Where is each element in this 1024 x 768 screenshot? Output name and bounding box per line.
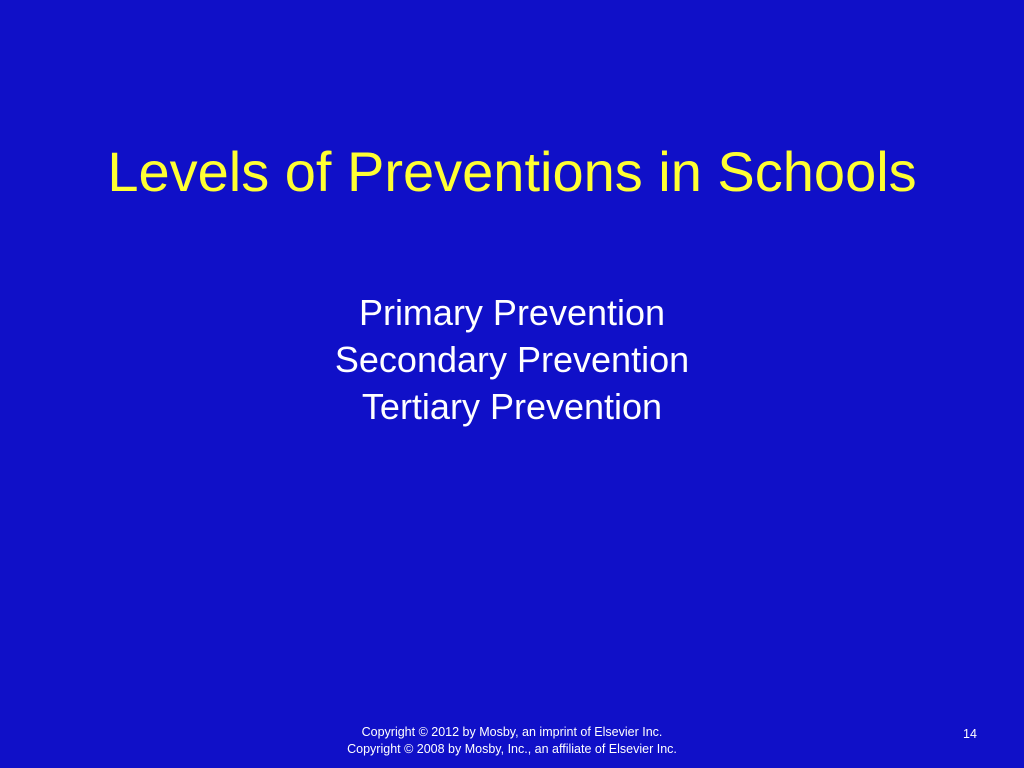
list-item-primary-prevention: Primary Prevention bbox=[358, 292, 666, 333]
prevention-list bbox=[0, 289, 1024, 430]
copyright-footer bbox=[0, 724, 1024, 758]
slide-title: Levels of Preventions in Schools bbox=[107, 140, 917, 203]
slide-number: 14 bbox=[963, 727, 977, 741]
list-item-tertiary-prevention: Tertiary Prevention bbox=[361, 386, 663, 427]
copyright-line-2: Copyright © 2008 by Mosby, Inc., an affiliate of Elsevier Inc. bbox=[347, 742, 677, 756]
copyright-line-1: Copyright © 2012 by Mosby, an imprint of Elsevier Inc. bbox=[361, 725, 663, 739]
list-item-secondary-prevention: Secondary Prevention bbox=[334, 339, 690, 380]
